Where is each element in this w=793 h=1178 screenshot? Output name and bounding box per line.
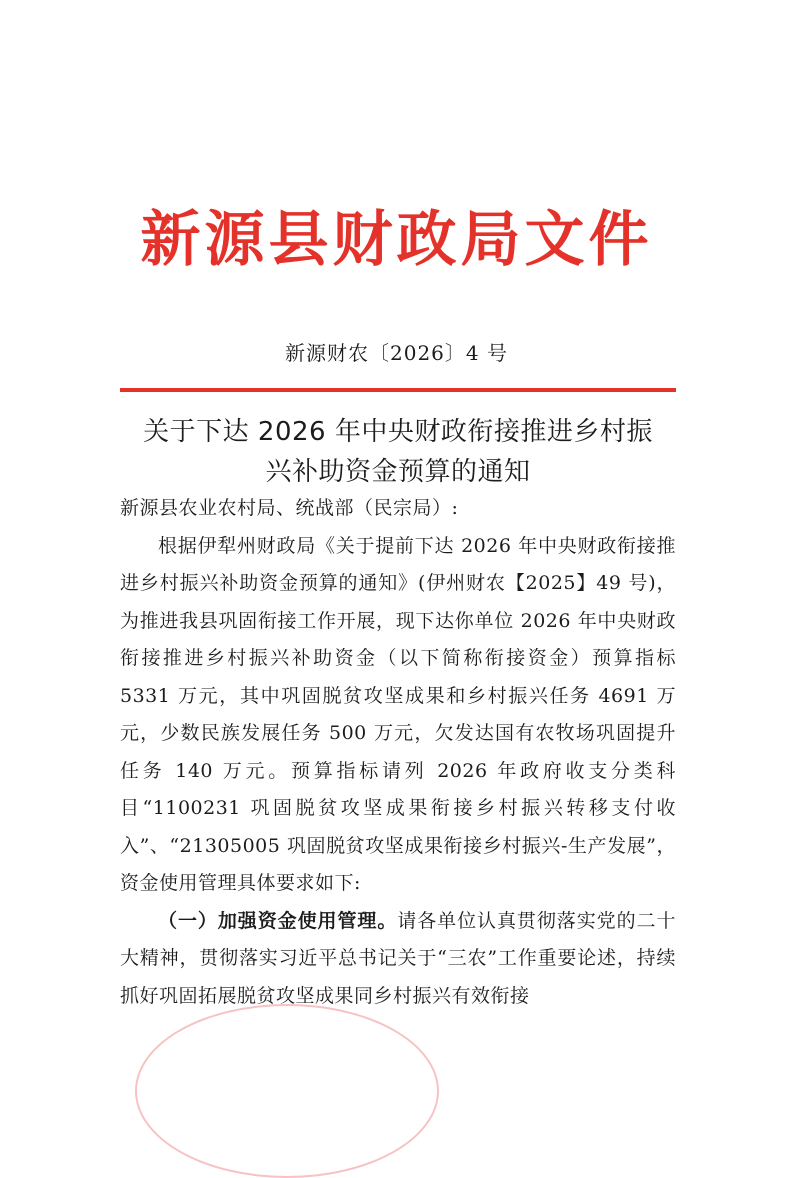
notice-title-line-1: 关于下达 2026 年中央财政衔接推进乡村振 xyxy=(143,417,653,447)
salutation: 新源县农业农村局、统战部（民宗局）: xyxy=(120,497,459,519)
notice-body xyxy=(120,490,676,1015)
document-number: 新源财农〔2026〕4 号 xyxy=(285,341,508,365)
header-divider xyxy=(120,388,676,392)
paragraph-2 xyxy=(120,903,676,1016)
notice-title-line-2: 兴补助资金预算的通知 xyxy=(265,457,531,487)
paragraph-1: 根据伊犁州财政局《关于提前下达 2026 年中央财政衔接推进乡村振兴补助资金预算的通知》(伊州财农【2025】49 号)，为推进我县巩固衔接工作开展，现下达你单位 2026 年中央财政衔接推进乡村振兴补助资金（以下简称衔接资金）预算指标 5331 万元，其中巩固脱贫攻坚成果和乡村振兴任务 4691 万元，少数民族发展任务 500 万元，欠发达国有农牧场巩固提升任务 140 万元。预算指标请列 2026 年政府收支分类科目“1100231 巩固脱贫攻坚成果衔接乡村振兴转移支付收入”、“21305005 巩固脱贫攻坚成果衔接乡村振兴-生产发展”，资金使用管理具体要求如下: xyxy=(120,534,676,894)
section-1-text: 请各单位认真贯彻落实党的二十大精神，贯彻落实习近平总书记关于“三农”工作重要论述，持续抓好巩固拓展脱贫攻坚成果同乡村振兴有效衔接 xyxy=(120,909,676,1007)
official-seal xyxy=(135,1004,439,1178)
section-1-heading: （一）加强资金使用管理。 xyxy=(158,909,398,932)
notice-title xyxy=(120,412,676,492)
document-header-title: 新源县财政局文件 xyxy=(140,205,653,275)
